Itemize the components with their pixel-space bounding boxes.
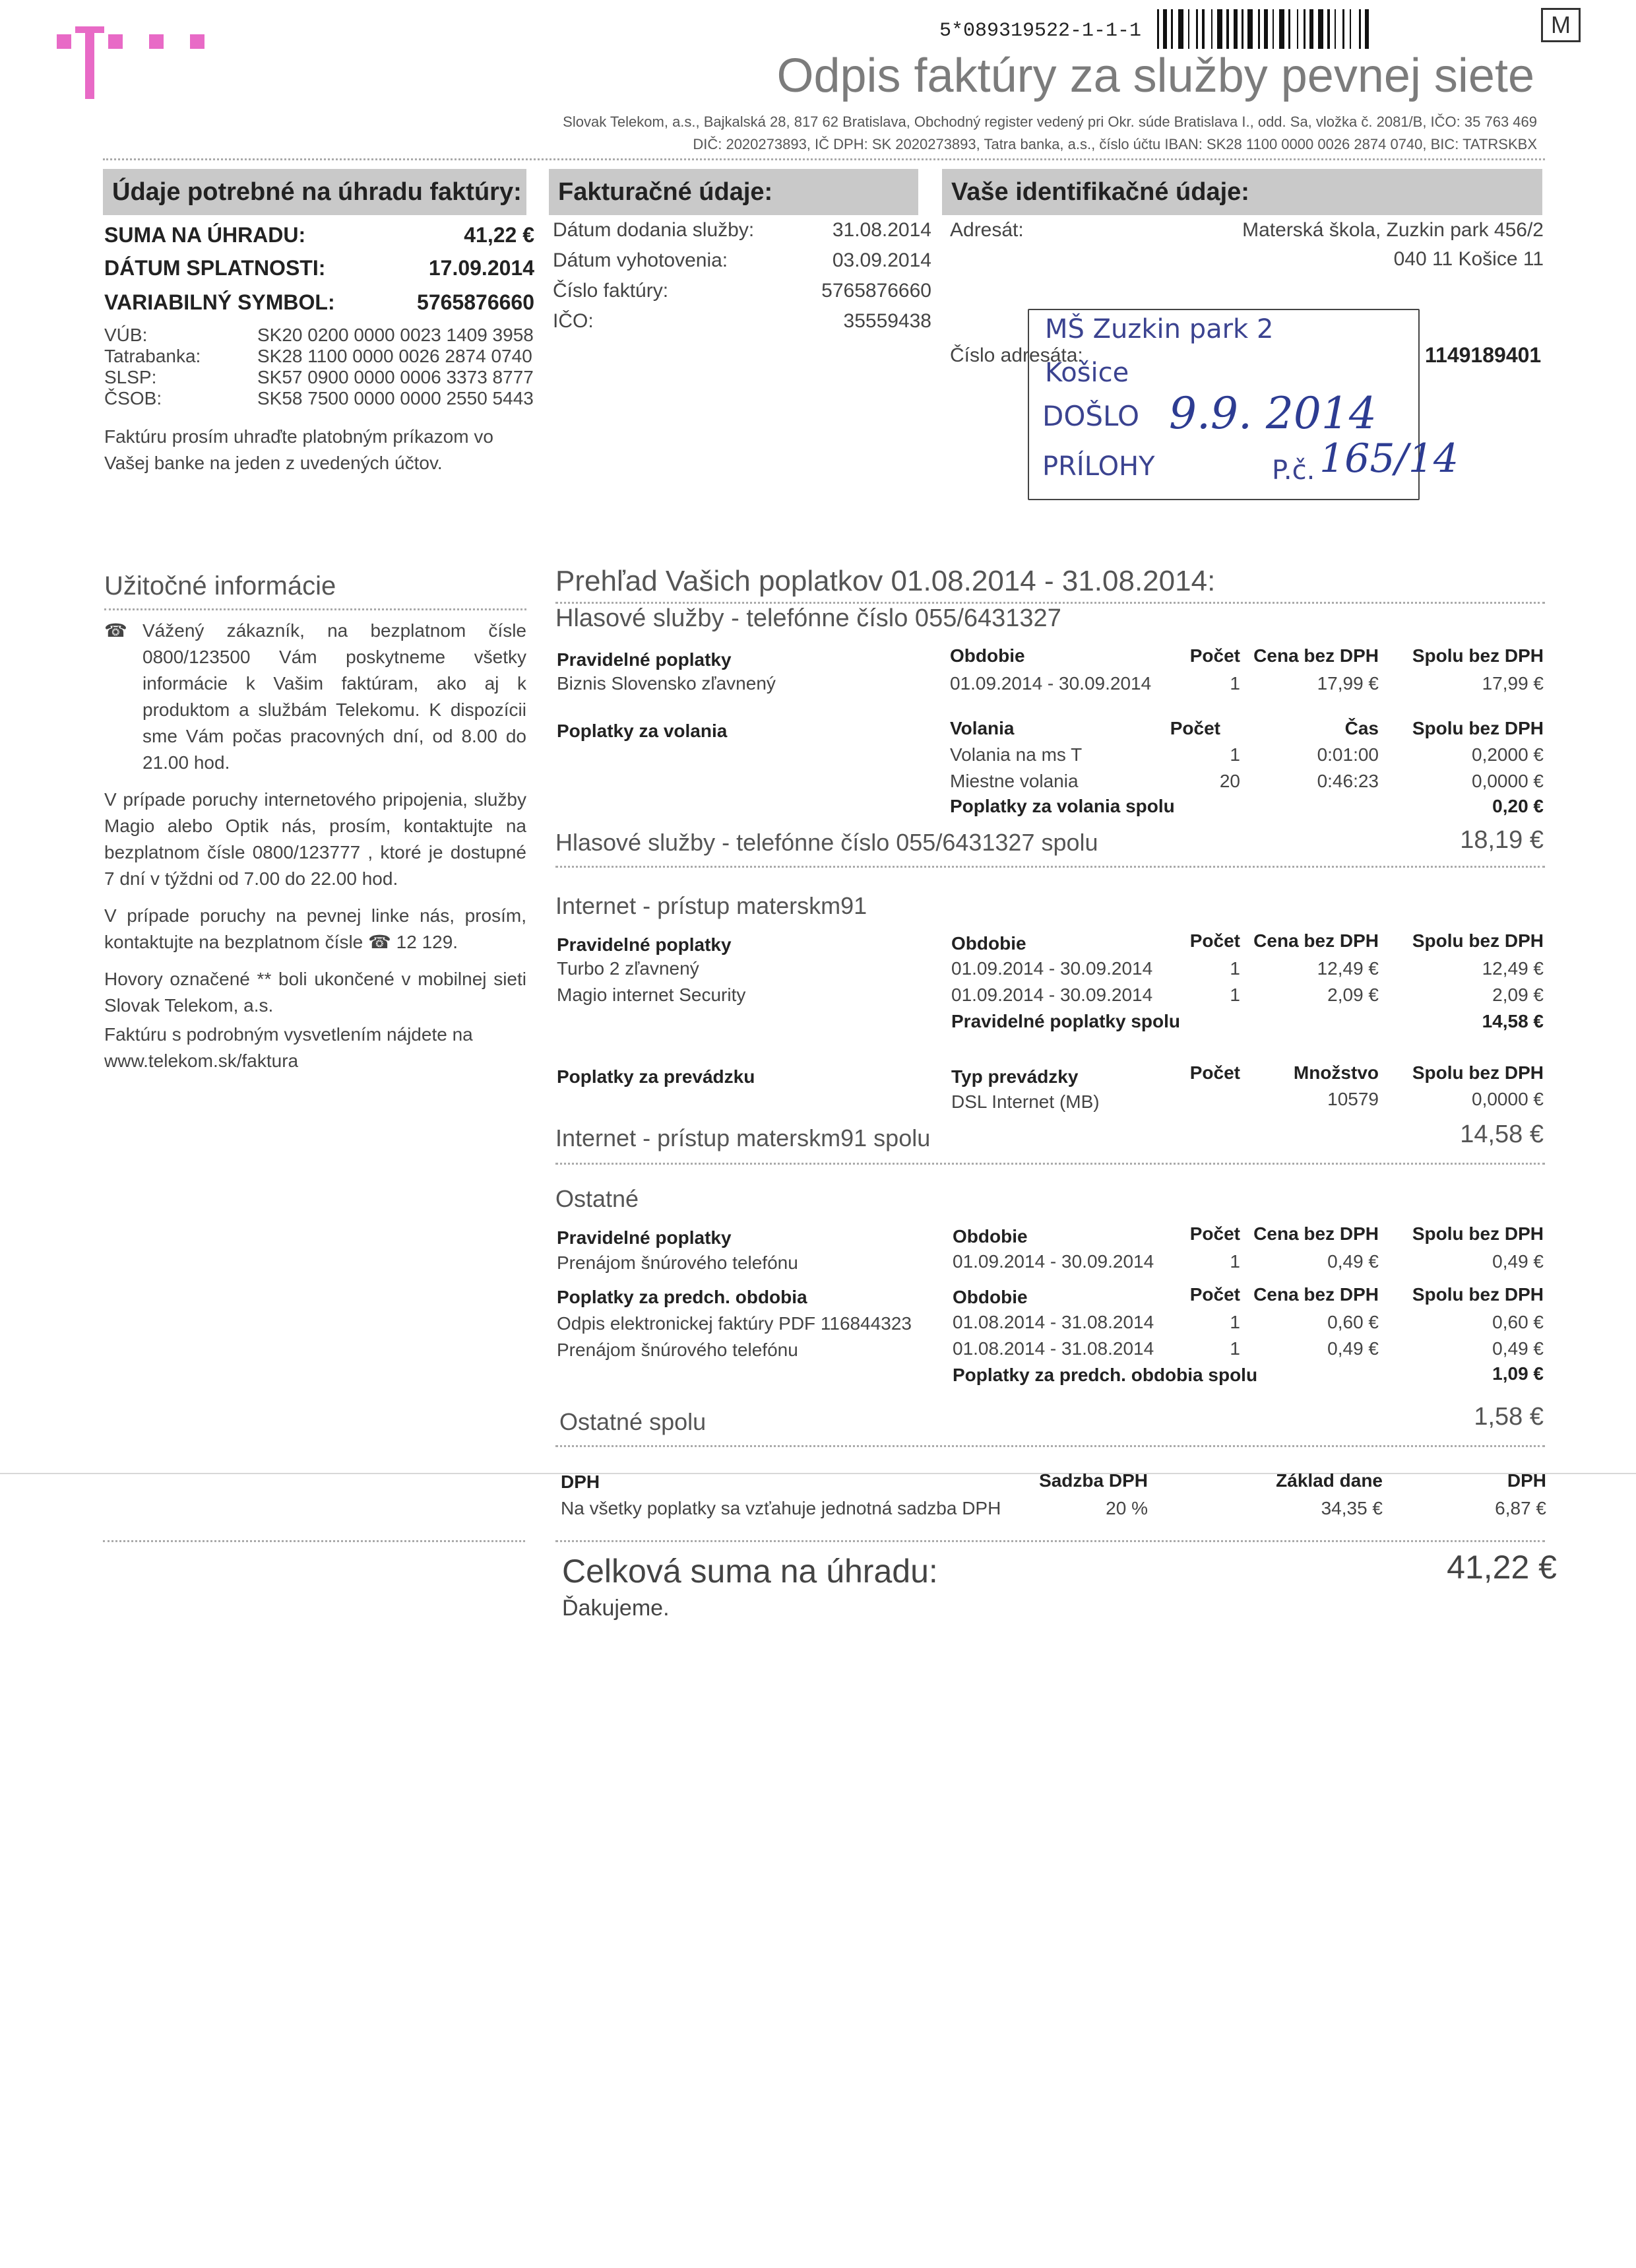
- company-info-line1: Slovak Telekom, a.s., Bajkalská 28, 817 62 Bratislava, Obchodný register vedený pri Okr. súde Bratislava I., odd. Sa, vložka č. 2081/B, IČO: 35 763 469: [563, 113, 1537, 130]
- item-name: Prenájom šnúrového telefónu: [557, 1252, 798, 1273]
- prev-total: 1,09 €: [1492, 1363, 1544, 1384]
- col-price: Cena bez DPH: [1253, 645, 1379, 666]
- item-price: 0,60 €: [1327, 1312, 1379, 1332]
- item-period: 01.08.2014 - 31.08.2014: [953, 1338, 1154, 1359]
- billing-row: IČO: 35559438: [553, 310, 931, 332]
- col-count: Počet: [1189, 645, 1240, 666]
- col-period: Obdobie: [951, 933, 1026, 954]
- item-period: 01.09.2014 - 30.09.2014: [953, 1251, 1154, 1272]
- traffic-total: 0,0000 €: [1472, 1089, 1544, 1109]
- col-total: Spolu bez DPH: [1412, 930, 1544, 951]
- identification-heading: Vaše identifikačné údaje:: [942, 169, 1542, 215]
- info-text: [104, 618, 526, 1074]
- voice-section-title: Hlasové služby - telefónne číslo 055/6431327: [555, 604, 1061, 632]
- other-section-title: Ostatné: [555, 1185, 639, 1212]
- received-stamp: [1028, 309, 1459, 500]
- col-count: Počet: [1189, 1223, 1240, 1244]
- col-type: Typ prevádzky: [951, 1066, 1079, 1087]
- col-total: Spolu bez DPH: [1412, 1284, 1544, 1305]
- item-total: 12,49 €: [1482, 958, 1544, 979]
- regular-total-label: Pravidelné poplatky spolu: [951, 1011, 1180, 1031]
- prev-total-label: Poplatky za predch. obdobia spolu: [953, 1365, 1258, 1385]
- calls-label: Poplatky za volania: [557, 721, 728, 741]
- item-total: 2,09 €: [1492, 985, 1544, 1005]
- payment-note: Faktúru prosím uhraďte platobným príkazom vo Vašej banke na jeden z uvedených účtov.: [104, 426, 493, 473]
- vat-base: 34,35 €: [1321, 1498, 1383, 1518]
- company-info-line2: DIČ: 2020273893, IČ DPH: SK 2020273893, Tatra banka, a.s., číslo účtu IBAN: SK28 1100 0000 0026 2874 0740, BIC: TATRSKBX: [693, 136, 1537, 152]
- item-name: Prenájom šnúrového telefónu: [557, 1340, 798, 1360]
- call-name: Miestne volania: [950, 771, 1079, 791]
- item-price: 12,49 €: [1317, 958, 1379, 979]
- voice-divider: [555, 866, 1545, 868]
- col-price: Cena bez DPH: [1253, 930, 1379, 951]
- other-divider: [555, 1445, 1545, 1447]
- col-calls: Volania: [950, 718, 1015, 738]
- col-price: Cena bez DPH: [1253, 1284, 1379, 1305]
- addressee-number-label: Číslo adresáta:: [950, 344, 1083, 366]
- item-period: 01.09.2014 - 30.09.2014: [951, 985, 1153, 1005]
- vat-rate-header: Sadzba DPH: [1039, 1470, 1148, 1491]
- col-count: Počet: [1189, 1062, 1240, 1083]
- invoice-title: Odpis faktúry za služby pevnej siete: [776, 49, 1534, 102]
- bank-row: SLSP: SK57 0900 0000 0006 3373 8777: [104, 367, 534, 387]
- billing-row: Dátum vyhotovenia: 03.09.2014: [553, 249, 931, 271]
- stamp-ref-value: 165/14: [1319, 436, 1459, 482]
- vat-label: DPH: [561, 1472, 600, 1492]
- internet-divider: [555, 1163, 1545, 1165]
- phone-icon: ☎: [104, 620, 127, 641]
- col-period: Obdobie: [953, 1226, 1028, 1247]
- vat-rate: 20 %: [1106, 1498, 1148, 1518]
- call-time: 0:01:00: [1317, 744, 1379, 765]
- internet-regular-label: Pravidelné poplatky: [557, 934, 732, 955]
- grand-total-label: Celková suma na úhradu:: [562, 1553, 938, 1590]
- stamp-line2: Košice: [1045, 358, 1129, 388]
- telekom-logo: [57, 26, 215, 106]
- vat-base-header: Základ dane: [1276, 1470, 1383, 1491]
- call-count: 1: [1230, 744, 1240, 765]
- stamp-ref-label: P.č.: [1272, 455, 1315, 486]
- address-line2: 040 11 Košice 11: [1393, 248, 1544, 270]
- bank-row: ČSOB: SK58 7500 0000 0000 2550 5443: [104, 388, 534, 408]
- addressee-label: Adresát:: [950, 219, 1024, 241]
- other-total-label: Ostatné spolu: [559, 1408, 707, 1435]
- info-paragraph: V prípade poruchy na pevnej linke nás, prosím, kontaktujte na bezplatnom čísle ☎ 12 129.: [104, 905, 526, 952]
- col-price: Cena bez DPH: [1253, 1223, 1379, 1244]
- item-period: 01.09.2014 - 30.09.2014: [950, 673, 1152, 694]
- traffic-amount: 10579: [1327, 1089, 1379, 1109]
- barcode: [1157, 9, 1513, 49]
- stamp-received-date: 9.9. 2014: [1169, 388, 1377, 439]
- internet-total-label: Internet - prístup materskm91 spolu: [555, 1124, 931, 1151]
- item-name: Biznis Slovensko zľavnený: [557, 673, 776, 694]
- amount-label: SUMA NA ÚHRADU:: [104, 223, 306, 247]
- prev-period-label: Poplatky za predch. obdobia: [557, 1287, 807, 1307]
- billing-heading: Fakturačné údaje:: [549, 169, 918, 215]
- vat-divider-right: [555, 1540, 1545, 1542]
- info-divider: [104, 608, 526, 610]
- item-total: 0,60 €: [1492, 1312, 1544, 1332]
- traffic-label: Poplatky za prevádzku: [557, 1066, 755, 1087]
- variable-symbol-value: 5765876660: [417, 290, 534, 314]
- item-price: 0,49 €: [1327, 1251, 1379, 1272]
- internet-section-title: Internet - prístup materskm91: [555, 892, 867, 919]
- voice-total: 18,19 €: [1460, 826, 1544, 854]
- vat-header: DPH: [1507, 1470, 1546, 1491]
- item-period: 01.09.2014 - 30.09.2014: [951, 958, 1153, 979]
- info-heading: Užitočné informácie: [104, 571, 336, 600]
- voice-regular-label: Pravidelné poplatky: [557, 649, 732, 670]
- overview-divider: [555, 602, 1545, 604]
- col-period: Obdobie: [953, 1287, 1028, 1307]
- col-total: Spolu bez DPH: [1412, 718, 1544, 738]
- amount-value: 41,22 €: [464, 223, 534, 247]
- traffic-name: DSL Internet (MB): [951, 1091, 1100, 1112]
- info-paragraph: Hovory označené ** boli ukončené v mobilnej sieti Slovak Telekom, a.s.: [104, 969, 526, 1016]
- info-paragraph: V prípade poruchy internetového pripojenia, služby Magio alebo Optik nás, prosím, kontaktujte na bezplatnom čísle 0800/123777 , ktoré je dostupné 7 dní v týždni od 7.00 do 22.00 hod.: [104, 789, 526, 889]
- info-paragraph: Faktúru s podrobným vysvetlením nájdete na www.telekom.sk/faktura: [104, 1024, 473, 1071]
- calls-total-label: Poplatky za volania spolu: [950, 796, 1175, 816]
- copy-marker-box: M: [1541, 8, 1581, 42]
- col-total: Spolu bez DPH: [1412, 1223, 1544, 1244]
- item-count: 1: [1230, 1338, 1240, 1359]
- billing-row: Číslo faktúry: 5765876660: [553, 280, 931, 302]
- call-name: Volania na ms T: [950, 744, 1083, 765]
- document-number: 5*089319522-1-1-1: [939, 20, 1142, 42]
- info-paragraph: ☎ Vážený zákazník, na bezplatnom čísle 0800/123500 Vám poskytneme všetky informácie k Vašim faktúram, ako aj k produktom a službám Telekomu. K dispozícii sme Vám počas pracovných dní, od 8.00 do 21.00 hod.: [104, 618, 526, 776]
- bank-row: VÚB: SK20 0200 0000 0023 1409 3958: [104, 325, 534, 345]
- stamp-attachments-label: PRÍLOHY: [1042, 451, 1155, 482]
- voice-total-label: Hlasové služby - telefónne číslo 055/6431327 spolu: [555, 829, 1098, 856]
- bank-row: Tatrabanka: SK28 1100 0000 0026 2874 0740: [104, 346, 532, 366]
- item-name: Magio internet Security: [557, 985, 746, 1005]
- address-line1: Materská škola, Zuzkin park 456/2: [1242, 219, 1544, 241]
- logo-label: T: [0, 0, 1, 1]
- grand-total: 41,22 €: [1447, 1549, 1557, 1586]
- other-regular-label: Pravidelné poplatky: [557, 1227, 732, 1248]
- col-count: Počet: [1189, 930, 1240, 951]
- overview-heading: Prehľad Vašich poplatkov 01.08.2014 - 31.08.2014:: [555, 565, 1216, 597]
- call-time: 0:46:23: [1317, 771, 1379, 791]
- item-count: 1: [1230, 673, 1240, 694]
- col-period: Obdobie: [950, 645, 1025, 666]
- bank-list: [104, 325, 540, 409]
- item-count: 1: [1230, 1312, 1240, 1332]
- stamp-received-label: DOŠLO: [1042, 400, 1140, 432]
- thanks-text: Ďakujeme.: [562, 1596, 670, 1621]
- vat-row-label: Na všetky poplatky sa vzťahuje jednotná sadzba DPH: [561, 1498, 1001, 1518]
- call-total: 0,0000 €: [1472, 771, 1544, 791]
- variable-symbol-label: VARIABILNÝ SYMBOL:: [104, 290, 335, 314]
- col-total: Spolu bez DPH: [1412, 1062, 1544, 1083]
- item-total: 0,49 €: [1492, 1251, 1544, 1272]
- addressee-number: 1149189401: [1425, 343, 1542, 367]
- item-price: 17,99 €: [1317, 673, 1379, 694]
- item-count: 1: [1230, 985, 1240, 1005]
- calls-total: 0,20 €: [1492, 796, 1544, 816]
- payment-heading: Údaje potrebné na úhradu faktúry:: [103, 169, 526, 215]
- item-count: 1: [1230, 1251, 1240, 1272]
- due-date-value: 17.09.2014: [428, 256, 534, 280]
- call-total: 0,2000 €: [1472, 744, 1544, 765]
- item-period: 01.08.2014 - 31.08.2014: [953, 1312, 1154, 1332]
- stamp-line1: MŠ Zuzkin park 2: [1045, 314, 1274, 344]
- col-count: Počet: [1189, 1284, 1240, 1305]
- other-total: 1,58 €: [1474, 1403, 1544, 1431]
- item-total: 0,49 €: [1492, 1338, 1544, 1359]
- item-price: 0,49 €: [1327, 1338, 1379, 1359]
- item-count: 1: [1230, 958, 1240, 979]
- regular-total: 14,58 €: [1482, 1011, 1544, 1031]
- item-name: Turbo 2 zľavnený: [557, 958, 699, 979]
- col-amount: Množstvo: [1293, 1062, 1379, 1083]
- item-total: 17,99 €: [1482, 673, 1544, 694]
- billing-rows: [553, 219, 931, 340]
- internet-total: 14,58 €: [1460, 1120, 1544, 1148]
- vat-value: 6,87 €: [1495, 1498, 1546, 1518]
- col-count: Počet: [1170, 718, 1220, 738]
- header-divider: [103, 158, 1545, 160]
- item-price: 2,09 €: [1327, 985, 1379, 1005]
- col-time: Čas: [1344, 718, 1379, 738]
- vat-divider: [103, 1540, 525, 1542]
- call-count: 20: [1219, 771, 1240, 791]
- col-total: Spolu bez DPH: [1412, 645, 1544, 666]
- item-name: Odpis elektronickej faktúry PDF 116844323: [557, 1313, 912, 1334]
- billing-row: Dátum dodania služby: 31.08.2014: [553, 219, 931, 241]
- due-date-label: DÁTUM SPLATNOSTI:: [104, 256, 326, 280]
